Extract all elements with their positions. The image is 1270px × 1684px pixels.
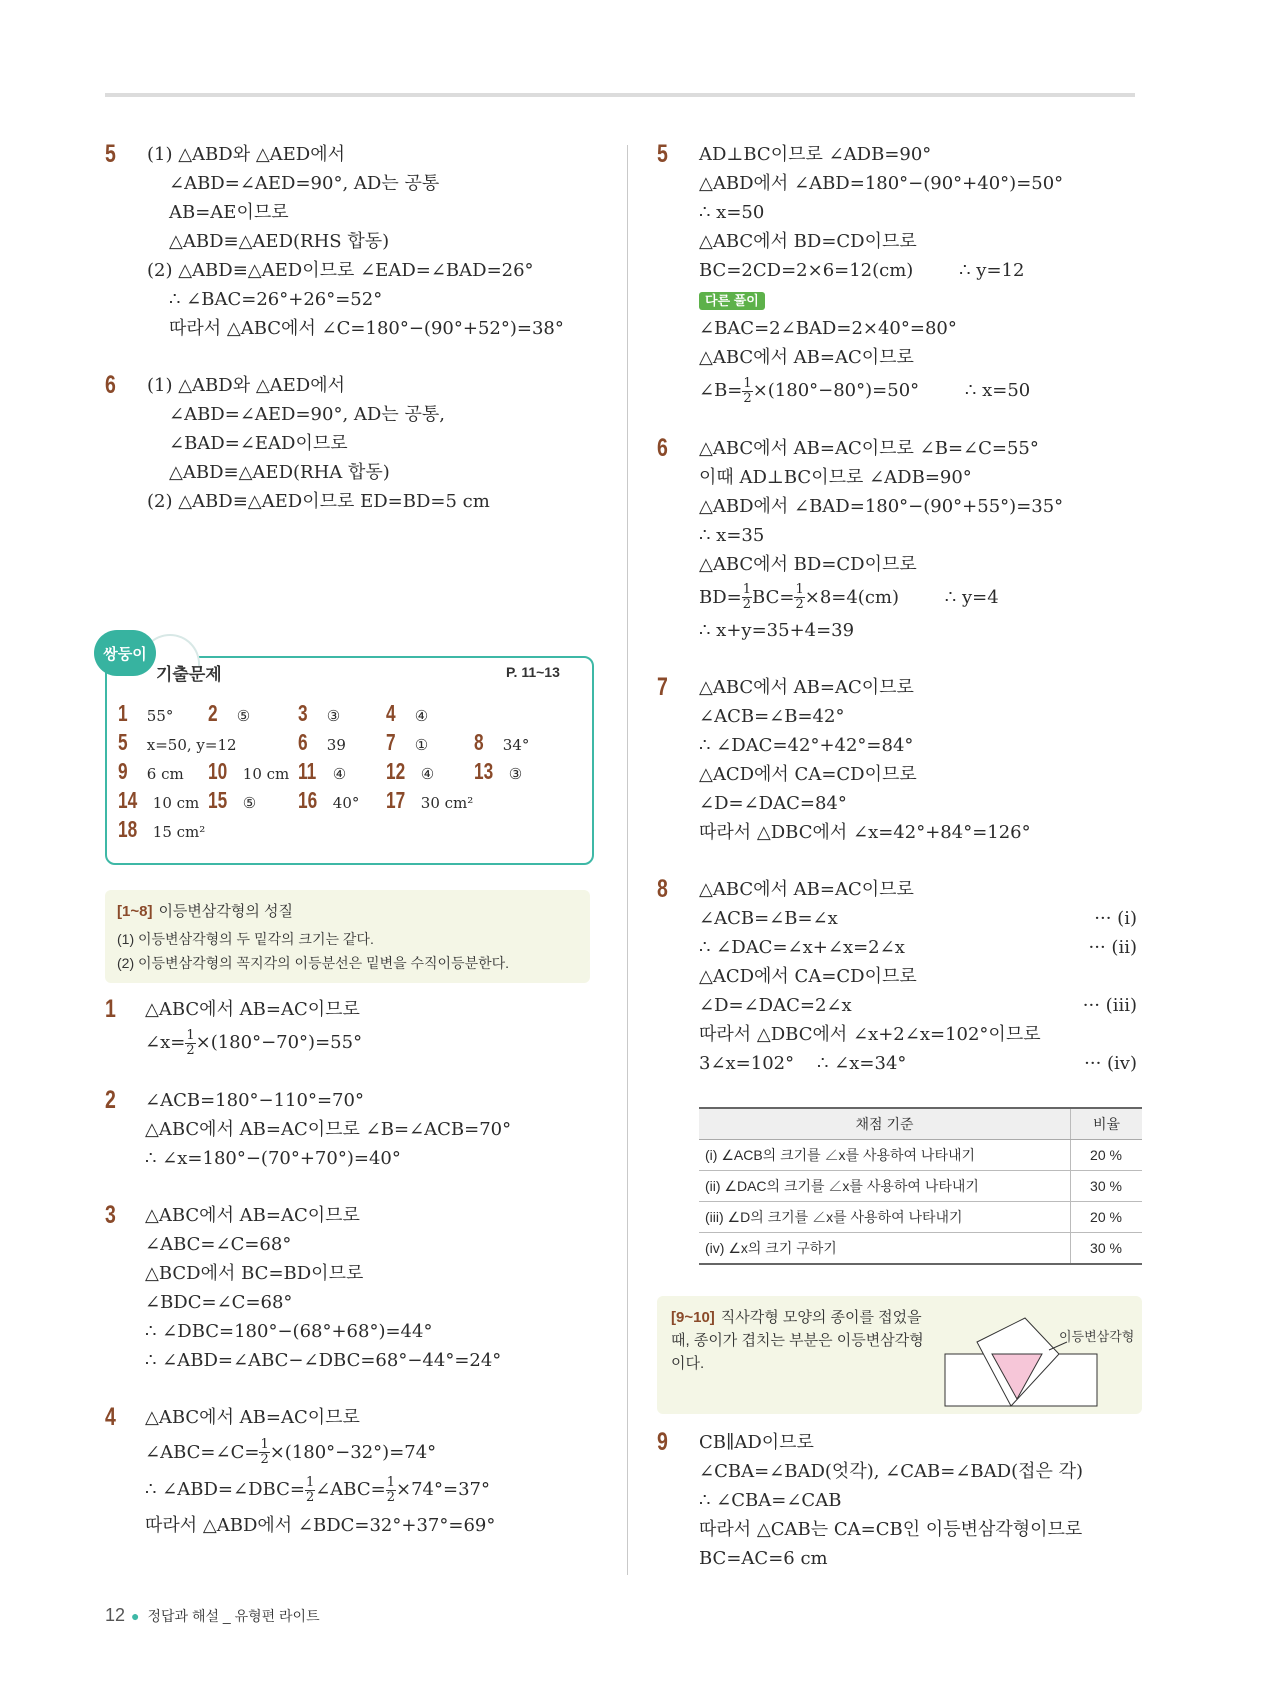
- answer-item: 14 10 cm: [118, 787, 200, 813]
- fraction: $\frac{1}{2}$: [742, 582, 752, 612]
- fraction: $\frac{1}{2}$: [305, 1474, 315, 1505]
- solution-line: ∴ ∠DAC=42°+42°=84°: [699, 735, 914, 756]
- solution-line: AD⊥BC이므로 ∠ADB=90°: [699, 144, 932, 165]
- concept-box-folding: [657, 1296, 1142, 1414]
- top-rule: [105, 93, 1135, 97]
- solution-line: ∠B= $\frac{1}{2}$ ×(180°−80°)=50° ∴ x=50: [699, 375, 1031, 406]
- solution-line: △ABC에서 AB=AC이므로: [699, 879, 914, 900]
- solution-line: △BCD에서 BC=BD이므로: [145, 1262, 364, 1284]
- solution-line: △ABD≡△AED(RHS 합동): [169, 231, 390, 252]
- solution-line: 따라서 △ABC에서 ∠C=180°−(90°+52°)=38°: [169, 318, 564, 339]
- solution-line: (2) △ABD≡△AED이므로 ∠EAD=∠BAD=26°: [147, 260, 534, 281]
- problem-6-right: [657, 434, 1137, 646]
- folded-paper-figure: [937, 1304, 1137, 1408]
- answer-item: 6 39: [298, 729, 346, 755]
- solution-line: △ABC에서 BD=CD이므로: [699, 553, 917, 575]
- solution-line: ∴ x=35: [699, 524, 765, 546]
- problem-8-right: [657, 875, 1137, 1078]
- left-column-top: [105, 140, 605, 544]
- page-number: 12: [105, 1605, 126, 1625]
- page-footer: [105, 1605, 320, 1626]
- twin-badge: 쌍둥이: [94, 630, 156, 676]
- solution-line: △ABC에서 AB=AC이므로: [699, 347, 914, 368]
- solution-line: △ACD에서 CA=CD이므로: [699, 966, 917, 987]
- solution-line: △ABD에서 ∠BAD=180°−(90°+55°)=35°: [699, 495, 1064, 517]
- footer-text: 정답과 해설 _ 유형편 라이트: [147, 1608, 320, 1624]
- problem-number: 3: [105, 1200, 116, 1229]
- solution-line: ∠ABC=∠C= $\frac{1}{2}$ ×(180°−32°)=74°: [145, 1437, 437, 1467]
- solution-line: ∠D=∠DAC=2∠x ··· (iii): [699, 995, 1137, 1016]
- table-row: (ii) ∠DAC의 크기를 ∠x를 사용하여 나타내기 30 %: [699, 1171, 1142, 1202]
- scoring-table-wrap: [699, 1107, 1142, 1257]
- solution-line: △ABD에서 ∠ABD=180°−(90°+40°)=50°: [699, 173, 1064, 194]
- solution-line: △ABD≡△AED(RHA 합동): [169, 462, 390, 483]
- solution-line: ∴ ∠ABD=∠DBC= $\frac{1}{2}$ ∠ABC= $\frac{1}{2}$ ×74°=37°: [145, 1474, 490, 1505]
- solution-line: 따라서 △ABD에서 ∠BDC=32°+37°=69°: [145, 1514, 496, 1536]
- solution-line: ∠ACB=∠B=42°: [699, 706, 845, 727]
- answer-item: 8 34°: [474, 729, 530, 755]
- left-column-bottom: [105, 995, 605, 1568]
- table-row: (i) ∠ACB의 크기를 ∠x를 사용하여 나타내기 20 %: [699, 1140, 1142, 1171]
- answer-item: 5 x=50, y=12: [118, 729, 237, 755]
- problem-number: 5: [657, 140, 668, 168]
- scoring-table: [699, 1107, 1142, 1265]
- problem-number: 6: [657, 433, 668, 462]
- fraction: $\frac{1}{2}$: [386, 1474, 395, 1505]
- solution-line: (2) △ABD≡△AED이므로 ED=BD=5 cm: [147, 491, 490, 512]
- solution-line: △ABC에서 AB=AC이므로: [145, 999, 360, 1020]
- solution-line: ∠BDC=∠C=68°: [145, 1291, 293, 1313]
- problem-5-left: [105, 140, 605, 343]
- solution-line: △ABC에서 BD=CD이므로: [699, 231, 917, 252]
- problem-3: [105, 1201, 605, 1375]
- solution-line: △ABC에서 AB=AC이므로: [699, 677, 914, 698]
- answer-item: 4 ④: [386, 700, 429, 726]
- fraction: $\frac{1}{2}$: [260, 1437, 269, 1467]
- solution-line: ∠ABC=∠C=68°: [145, 1233, 292, 1255]
- fraction: $\frac{1}{2}$: [795, 582, 804, 612]
- right-column-bottom: [657, 1428, 1137, 1601]
- solution-line: 3∠x=102° ∴ ∠x=34° ··· (iv): [699, 1053, 1137, 1074]
- solution-line: ∴ ∠BAC=26°+26°=52°: [169, 289, 383, 310]
- solution-line: AB=AE이므로: [169, 202, 289, 223]
- table-row: (iv) ∠x의 크기 구하기 30 %: [699, 1233, 1142, 1265]
- solution-line: △ACD에서 CA=CD이므로: [699, 764, 917, 785]
- column-divider: [627, 145, 628, 1575]
- answer-item: 15 ⑤: [208, 787, 257, 813]
- concept-text: [9~10] 직사각형 모양의 종이를 접었을 때, 종이가 겹치는 부분은 이등변삼각형이다.: [671, 1309, 924, 1372]
- solution-line: △ABC에서 AB=AC이므로: [145, 1204, 360, 1226]
- problem-7-right: [657, 673, 1137, 847]
- concept-box-isosceles: [105, 890, 590, 983]
- solution-line: CB∥AD이므로: [699, 1432, 814, 1453]
- problem-number: 6: [105, 371, 116, 399]
- solution-line: 따라서 △DBC에서 ∠x=42°+84°=126°: [699, 822, 1031, 843]
- answer-item: 18 15 cm²: [118, 816, 206, 842]
- answer-item: 9 6 cm: [118, 758, 184, 784]
- solution-line: ∠ABD=∠AED=90°, AD는 공통: [169, 173, 440, 194]
- problem-number: 1: [105, 995, 116, 1023]
- solution-line: ∴ x=50: [699, 202, 765, 223]
- answer-key-title: 기출문제: [156, 665, 222, 684]
- table-header: 채점 기준: [699, 1108, 1071, 1140]
- solution-line: △ABC에서 AB=AC이므로: [145, 1406, 360, 1428]
- isosceles-label: 이등변삼각형: [1059, 1329, 1135, 1344]
- solution-line: BD= $\frac{1}{2}$ BC= $\frac{1}{2}$ ×8=4(cm) ∴ y=4: [699, 582, 999, 612]
- problem-number: 7: [657, 673, 668, 701]
- solution-line: 따라서 △CAB는 CA=CB인 이등변삼각형이므로: [699, 1519, 1083, 1540]
- solution-line: ∠BAD=∠EAD이므로: [169, 433, 348, 454]
- right-column: [657, 140, 1137, 1106]
- solution-line: ∠D=∠DAC=84°: [699, 793, 847, 814]
- solution-line: ∴ ∠ABD=∠ABC−∠DBC=68°−44°=24°: [145, 1349, 502, 1371]
- solution-line: ∴ ∠DAC=∠x+∠x=2∠x ··· (ii): [699, 937, 1137, 958]
- answer-item: 1 55°: [118, 700, 174, 726]
- answer-key-page: P. 11~13: [506, 664, 560, 680]
- answer-item: 17 30 cm²: [386, 787, 474, 813]
- answer-item: 16 40°: [298, 787, 360, 813]
- problem-4: [105, 1403, 605, 1540]
- solution-line: ∠ABD=∠AED=90°, AD는 공통,: [169, 404, 445, 425]
- solution-line: ∠ACB=180°−110°=70°: [145, 1089, 364, 1111]
- problem-6-left: [105, 371, 605, 516]
- problem-number: 8: [657, 875, 668, 903]
- fraction: $\frac{1}{2}$: [743, 375, 752, 406]
- solution-line: 이때 AD⊥BC이므로 ∠ADB=90°: [699, 466, 972, 488]
- answer-item: 10 10 cm: [208, 758, 290, 784]
- alt-solution-tag: 다른 풀이: [699, 292, 765, 310]
- solution-line: 따라서 △DBC에서 ∠x+2∠x=102°이므로: [699, 1024, 1041, 1045]
- solution-line: ∴ ∠CBA=∠CAB: [699, 1490, 842, 1511]
- concept-line: (1) 이등변삼각형의 두 밑각의 크기는 같다.: [117, 931, 374, 947]
- answer-item: 7 ①: [386, 729, 429, 755]
- concept-title: [1~8] 이등변삼각형의 성질: [117, 903, 294, 920]
- table-header: 비율: [1071, 1108, 1143, 1140]
- problem-number: 5: [105, 140, 116, 168]
- problem-5-right: [657, 140, 1137, 406]
- solution-line: ∠BAC=2∠BAD=2×40°=80°: [699, 318, 957, 339]
- solution-line: ∴ ∠x=180°−(70°+70°)=40°: [145, 1147, 401, 1169]
- solution-line: ∴ x+y=35+4=39: [699, 620, 855, 641]
- bullet-icon: ●: [131, 1608, 140, 1624]
- solution-line: △ABC에서 AB=AC이므로 ∠B=∠C=55°: [699, 437, 1039, 459]
- problem-number: 2: [105, 1085, 116, 1114]
- fraction: $\frac{1}{2}$: [186, 1027, 195, 1058]
- answer-item: 3 ③: [298, 700, 341, 726]
- solution-line: (1) △ABD와 △AED에서: [147, 375, 346, 396]
- problem-2: [105, 1086, 605, 1173]
- problem-number: 9: [657, 1428, 668, 1456]
- table-row: (iii) ∠D의 크기를 ∠x를 사용하여 나타내기 20 %: [699, 1202, 1142, 1233]
- solution-line: ∠ACB=∠B=∠x ··· (i): [699, 908, 1137, 929]
- answer-item: 11 ④: [298, 758, 347, 784]
- problem-number: 4: [105, 1402, 116, 1431]
- problem-9-right: [657, 1428, 1137, 1573]
- solution-line: BC=2CD=2×6=12(cm) ∴ y=12: [699, 260, 1025, 281]
- solution-line: (1) △ABD와 △AED에서: [147, 144, 346, 165]
- solution-line: ∴ ∠DBC=180°−(68°+68°)=44°: [145, 1320, 433, 1342]
- solution-line: ∠CBA=∠BAD(엇각), ∠CAB=∠BAD(접은 각): [699, 1461, 1084, 1482]
- problem-1: [105, 995, 605, 1058]
- answer-item: 2 ⑤: [208, 700, 251, 726]
- solution-line: BC=AC=6 cm: [699, 1548, 828, 1569]
- solution-line: △ABC에서 AB=AC이므로 ∠B=∠ACB=70°: [145, 1118, 512, 1140]
- concept-line: (2) 이등변삼각형의 꼭지각의 이등분선은 밑변을 수직이등분한다.: [117, 955, 510, 971]
- answer-item: 13 ③: [474, 758, 523, 784]
- solution-line: ∠x= $\frac{1}{2}$ ×(180°−70°)=55°: [145, 1027, 363, 1058]
- answer-item: 12 ④: [386, 758, 435, 784]
